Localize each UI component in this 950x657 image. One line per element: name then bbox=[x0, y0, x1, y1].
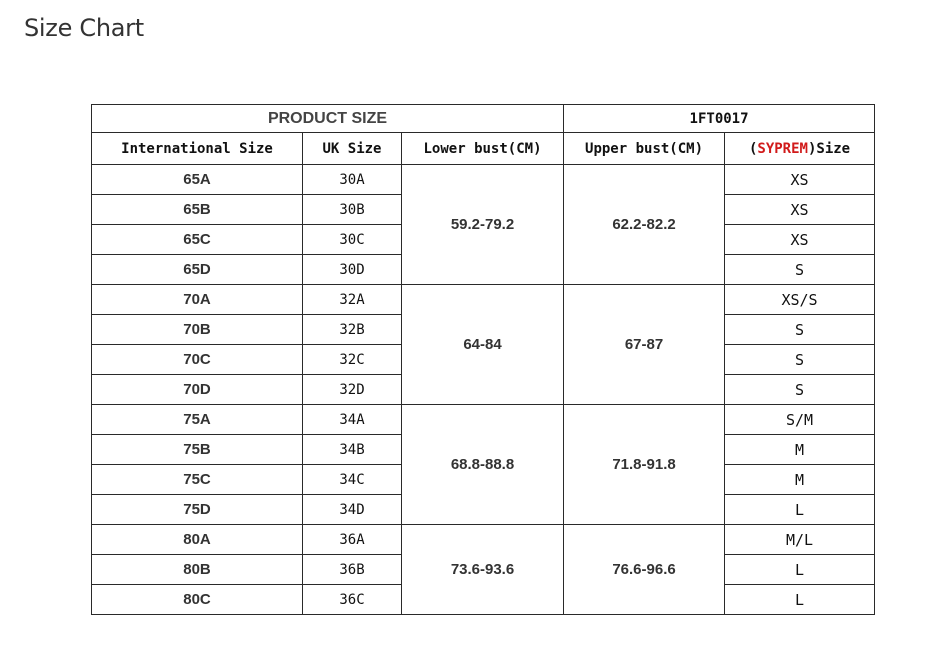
cell-brand-size: M bbox=[725, 435, 875, 465]
col-header-brand-size bbox=[725, 133, 875, 165]
cell-uk-size: 34B bbox=[303, 435, 402, 465]
cell-upper-bust: 76.6-96.6 bbox=[564, 525, 725, 615]
cell-uk-size: 30B bbox=[303, 195, 402, 225]
cell-uk-size: 32C bbox=[303, 345, 402, 375]
cell-lower-bust: 64-84 bbox=[402, 285, 564, 405]
col-header-uk-size: UK Size bbox=[303, 133, 402, 165]
cell-uk-size: 32D bbox=[303, 375, 402, 405]
cell-uk-size: 34D bbox=[303, 495, 402, 525]
table-row bbox=[92, 405, 875, 435]
cell-uk-size: 34C bbox=[303, 465, 402, 495]
col-header-international-size: International Size bbox=[92, 133, 303, 165]
cell-international-size: 70C bbox=[92, 345, 303, 375]
cell-brand-size: L bbox=[725, 495, 875, 525]
cell-brand-size: XS bbox=[725, 195, 875, 225]
cell-uk-size: 34A bbox=[303, 405, 402, 435]
cell-uk-size: 36A bbox=[303, 525, 402, 555]
cell-international-size: 80B bbox=[92, 555, 303, 585]
cell-international-size: 65B bbox=[92, 195, 303, 225]
cell-brand-size: S/M bbox=[725, 405, 875, 435]
cell-brand-size: XS bbox=[725, 225, 875, 255]
cell-international-size: 75B bbox=[92, 435, 303, 465]
cell-brand-size: L bbox=[725, 585, 875, 615]
cell-international-size: 65C bbox=[92, 225, 303, 255]
cell-uk-size: 36C bbox=[303, 585, 402, 615]
cell-lower-bust: 59.2-79.2 bbox=[402, 165, 564, 285]
cell-brand-size: S bbox=[725, 345, 875, 375]
col-header-size-suffix: )Size bbox=[807, 140, 851, 157]
header-product-code: 1FT0017 bbox=[564, 105, 875, 133]
cell-brand-size: S bbox=[725, 255, 875, 285]
cell-upper-bust: 67-87 bbox=[564, 285, 725, 405]
brand-name: SYPREM bbox=[757, 140, 808, 157]
col-header-lower-bust: Lower bust(CM) bbox=[402, 133, 564, 165]
cell-uk-size: 30C bbox=[303, 225, 402, 255]
cell-international-size: 65D bbox=[92, 255, 303, 285]
cell-international-size: 80C bbox=[92, 585, 303, 615]
table-row bbox=[92, 285, 875, 315]
cell-lower-bust: 68.8-88.8 bbox=[402, 405, 564, 525]
table-row bbox=[92, 525, 875, 555]
table-header-row bbox=[92, 133, 875, 165]
cell-international-size: 70D bbox=[92, 375, 303, 405]
cell-international-size: 65A bbox=[92, 165, 303, 195]
cell-uk-size: 32B bbox=[303, 315, 402, 345]
cell-international-size: 75A bbox=[92, 405, 303, 435]
cell-uk-size: 30D bbox=[303, 255, 402, 285]
cell-international-size: 75D bbox=[92, 495, 303, 525]
cell-uk-size: 30A bbox=[303, 165, 402, 195]
header-product-size: PRODUCT SIZE bbox=[92, 105, 564, 133]
cell-upper-bust: 62.2-82.2 bbox=[564, 165, 725, 285]
cell-brand-size: XS/S bbox=[725, 285, 875, 315]
size-chart-table bbox=[91, 104, 875, 615]
table-row bbox=[92, 165, 875, 195]
cell-brand-size: M/L bbox=[725, 525, 875, 555]
cell-brand-size: L bbox=[725, 555, 875, 585]
col-header-upper-bust: Upper bust(CM) bbox=[564, 133, 725, 165]
cell-brand-size: XS bbox=[725, 165, 875, 195]
cell-lower-bust: 73.6-93.6 bbox=[402, 525, 564, 615]
cell-brand-size: S bbox=[725, 375, 875, 405]
cell-brand-size: S bbox=[725, 315, 875, 345]
cell-uk-size: 32A bbox=[303, 285, 402, 315]
cell-uk-size: 36B bbox=[303, 555, 402, 585]
cell-international-size: 70B bbox=[92, 315, 303, 345]
cell-international-size: 75C bbox=[92, 465, 303, 495]
cell-international-size: 70A bbox=[92, 285, 303, 315]
cell-brand-size: M bbox=[725, 465, 875, 495]
page-title: Size Chart bbox=[24, 14, 144, 42]
cell-international-size: 80A bbox=[92, 525, 303, 555]
table-header-row-top bbox=[92, 105, 875, 133]
col-header-open-paren: ( bbox=[748, 140, 758, 157]
cell-upper-bust: 71.8-91.8 bbox=[564, 405, 725, 525]
